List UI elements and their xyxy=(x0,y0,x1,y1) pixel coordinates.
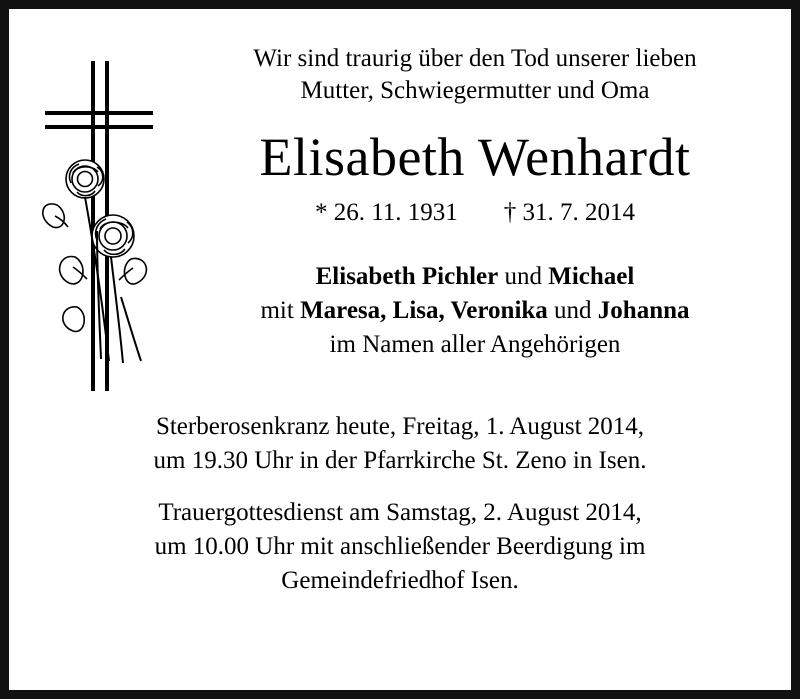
deceased-name: Elisabeth Wenhardt xyxy=(259,127,691,187)
emblem xyxy=(35,61,195,401)
family-block xyxy=(185,260,765,362)
service-rosary xyxy=(35,410,765,478)
cross-and-roses-graphic xyxy=(35,61,195,401)
family-line-2 xyxy=(185,294,765,328)
life-dates xyxy=(185,198,765,228)
family-line-1 xyxy=(185,260,765,294)
intro-line-2: Mutter, Schwiegermutter und Oma xyxy=(300,77,650,104)
family-name-last: Johanna xyxy=(597,296,690,324)
family-name-primary: Elisabeth Pichler xyxy=(315,262,499,290)
family-names-group: Maresa, Lisa, Veronika xyxy=(300,296,548,324)
service-rosary-line-2: um 19.30 Uhr in der Pfarrkirche St. Zeno in Isen. xyxy=(153,446,647,474)
birth-date: * 26. 11. 1931 xyxy=(314,198,458,226)
service-funeral-line-1: Trauergottesdienst am Samstag, 2. August 2014, xyxy=(158,498,642,526)
family-line-3: im Namen aller Angehörigen xyxy=(329,330,621,358)
family-conjunction-1: und xyxy=(498,262,549,290)
intro-line-1: Wir sind traurig über den Tod unserer lieben xyxy=(253,45,697,72)
family-conjunction-2: und xyxy=(547,296,598,324)
service-funeral-line-2: um 10.00 Uhr mit anschließender Beerdigung im xyxy=(154,532,646,560)
service-rosary-line-1: Sterberosenkranz heute, Freitag, 1. August 2014, xyxy=(155,412,645,440)
family-name-secondary: Michael xyxy=(548,262,635,290)
notice-inner xyxy=(9,9,791,690)
service-funeral xyxy=(35,496,765,598)
death-date: † 31. 7. 2014 xyxy=(503,198,636,226)
intro-text xyxy=(185,43,765,107)
service-funeral-line-3: Gemeindefriedhof Isen. xyxy=(281,566,519,594)
services-block xyxy=(35,410,765,598)
family-with-word: mit xyxy=(260,296,301,324)
